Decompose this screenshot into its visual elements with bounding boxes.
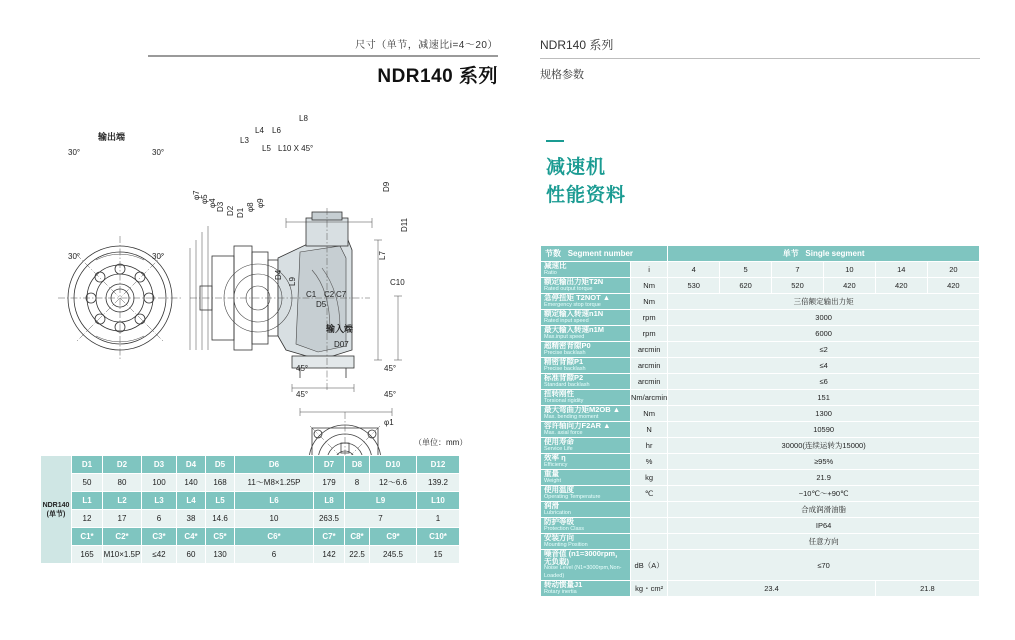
dim-v-D5: 168 [206,474,235,492]
label-C2: C2 [324,290,335,299]
table-row [541,518,980,534]
spec-unit-service-life: hr [631,438,668,454]
dim-h-D5: D5 [206,456,235,474]
spec-unit-rated-torque: Nm [631,278,668,294]
dim-h-C1: C1* [72,528,103,546]
table-row [541,262,980,278]
dim-v-L6: 10 [235,510,314,528]
table-row [541,278,980,294]
spec-torque-14: 420 [875,278,927,294]
spec-label-cn: 减速比 [544,261,567,270]
dim-v-C4: 60 [177,546,206,564]
section-label [546,140,706,210]
spec-unit-backlash-p0: arcmin [631,342,668,358]
dim-v-D1: 50 [72,474,103,492]
spec-value-max-speed: 6000 [668,326,980,342]
spec-label-cn: 噪音值 (n1=3000rpm，无负载) [544,549,623,566]
table-row [41,474,460,492]
dim-h-C6: C6* [235,528,314,546]
spec-unit-noise: dB（A） [631,550,668,581]
spec-row-label-rated-torque [541,278,631,294]
spec-label-en: Lubrication [544,509,571,516]
table-row [541,422,980,438]
spec-ratio-4: 4 [668,262,720,278]
spec-row-label-protection [541,518,631,534]
spec-ratio-14: 14 [875,262,927,278]
spec-label-en: Efficiency [544,461,568,468]
label-angle-45-a: 45° [384,364,397,373]
label-L8: L8 [299,114,308,123]
spec-label-cn: 使用温度 [544,485,574,494]
spec-label-cn: 最大输入转速n1M [544,325,604,334]
dim-v-L2: 17 [103,510,142,528]
label-angle-30-br: 30° [152,252,165,261]
dim-h-C8: C8* [345,528,370,546]
dim-v-L5: 14.6 [206,510,235,528]
spec-unit-bending-moment: Nm [631,406,668,422]
spec-label-cn: 效率 η [544,453,566,462]
label-C10: C10 [390,278,405,287]
table-row [541,374,980,390]
spec-label-cn: 超精密背隙P0 [544,341,591,350]
spec-row-label-rigidity [541,390,631,406]
dim-v-D3: 100 [142,474,177,492]
dim-h-D3: D3 [142,456,177,474]
spec-head-right-cn: 单节 [782,249,799,258]
left-header [148,36,498,88]
spec-row-label-ratio [541,262,631,278]
table-row [541,486,980,502]
spec-unit-inertia: kg・cm² [631,581,668,597]
dim-h-C2: C2* [103,528,142,546]
spec-label-cn: 转动惯量J1 [544,580,583,589]
table-row [541,326,980,342]
label-L6: L6 [272,126,281,135]
left-header-subtitle: 尺寸（单节，减速比i=4～20） [355,40,498,51]
label-phi5: φ5 [200,194,209,204]
dim-v-D8: 8 [345,474,370,492]
spec-value-rigidity: 151 [668,390,980,406]
spec-row-label-backlash-p0 [541,342,631,358]
label-C11: D11 [400,217,409,232]
label-angle-30-tl: 30° [68,148,81,157]
spec-value-efficiency: ≥95% [668,454,980,470]
table-row [41,510,460,528]
spec-label-cn: 额定输出力矩T2N [544,277,604,286]
spec-unit-weight: kg [631,470,668,486]
label-D07: D07 [334,340,349,349]
dim-model-name: NDR140 [42,501,70,509]
dim-v-C9: 245.5 [370,546,417,564]
table-row [41,456,460,474]
label-angle-45-b: 45° [384,390,397,399]
section-label-dash [546,140,564,142]
spec-unit-backlash-p2: arcmin [631,374,668,390]
table-row [541,581,980,597]
spec-torque-4: 530 [668,278,720,294]
dim-h-L9: L9 [345,492,417,510]
spec-label-en: Standard backlash [544,381,590,388]
spec-head-left-en: Segment number [567,249,634,258]
label-L10x45: L10 X 45° [278,144,314,153]
spec-label-en: Max. bending moment [544,413,599,420]
spec-label-cn: 急停扭矩 T2NOT ▲ [544,293,611,302]
label-phi1: φ1 [384,418,394,427]
spec-row-label-efficiency [541,454,631,470]
spec-label-en: Operating Temperature [544,493,601,500]
spec-row-label-backlash-p1 [541,358,631,374]
spec-label-cn: 使用寿命 [544,437,574,446]
spec-label-en: Service Life [544,445,573,452]
spec-row-label-axial-force [541,422,631,438]
table-row [41,528,460,546]
spec-row-label-backlash-p2 [541,374,631,390]
dim-v-L9: 7 [345,510,417,528]
label-angle-45-d: 45° [296,390,309,399]
dim-v-C8: 22.5 [345,546,370,564]
spec-unit-rated-speed: rpm [631,310,668,326]
table-row [541,358,980,374]
label-angle-45-c: 45° [296,364,309,373]
dim-h-L8: L8 [314,492,345,510]
dim-v-L10: 1 [417,510,460,528]
spec-label-en: Rated input speed [544,317,589,324]
table-row [541,310,980,326]
dim-model-cell [41,456,72,564]
dim-v-L3: 6 [142,510,177,528]
spec-label-en: Emergency stop torque [544,301,601,308]
spec-label-cn: 额定输入转速n1N [544,309,604,318]
dim-h-L6: L6 [235,492,314,510]
dim-model-sub: (单节) [46,510,66,518]
spec-value-rated-speed: 3000 [668,310,980,326]
spec-table [540,245,980,597]
dim-h-D4: D4 [177,456,206,474]
unit-note: （单位：mm） [414,438,468,447]
dim-h-L5: L5 [206,492,235,510]
dim-h-C4: C4* [177,528,206,546]
spec-row-label-rated-speed [541,310,631,326]
left-header-rule [148,55,498,57]
spec-label-cn: 标准背隙P2 [544,373,584,382]
spec-label-en: Protection Class [544,525,585,532]
spec-value-temperature: −10℃～+90℃ [668,486,980,502]
spec-value-protection: IP64 [668,518,980,534]
spec-label-cn: 润滑 [544,501,559,510]
spec-label-en: Ratio [544,269,557,276]
spec-torque-7: 520 [772,278,824,294]
spec-label-cn: 最大弯曲力矩M2OB ▲ [544,405,621,414]
spec-head-right [668,246,980,262]
spec-row-label-emergency-torque [541,294,631,310]
spec-unit-mounting [631,534,668,550]
label-D9: D9 [382,181,391,192]
dim-h-L4: L4 [177,492,206,510]
spec-value-backlash-p2: ≤6 [668,374,980,390]
dim-v-C5: 130 [206,546,235,564]
spec-value-bending-moment: 1300 [668,406,980,422]
spec-unit-rigidity: Nm/arcmin [631,390,668,406]
technical-drawing [0,100,520,440]
spec-value-weight: 21.9 [668,470,980,486]
dim-h-D1: D1 [72,456,103,474]
spec-unit-axial-force: N [631,422,668,438]
spec-row-label-noise [541,550,631,581]
spec-row-label-lubrication [541,502,631,518]
spec-torque-5: 620 [720,278,772,294]
spec-label-cn: 防护等级 [544,517,574,526]
section-label-line1: 减速机 [546,157,607,178]
dim-h-D6: D6 [235,456,314,474]
label-L7: L7 [378,251,387,260]
spec-unit-backlash-p1: arcmin [631,358,668,374]
label-D4: D4 [274,269,283,280]
spec-unit-lubrication [631,502,668,518]
dim-v-C7: 142 [314,546,345,564]
spec-value-service-life: 30000(连续运转为15000) [668,438,980,454]
dim-h-C7: C7* [314,528,345,546]
label-phi9: φ9 [256,198,265,208]
label-L9: L9 [288,277,297,286]
spec-row-label-weight [541,470,631,486]
dim-v-C10: 15 [417,546,460,564]
spec-torque-10: 420 [823,278,875,294]
dim-v-D12: 139.2 [417,474,460,492]
dim-v-D2: 80 [103,474,142,492]
section-label-line2: 性能资料 [546,185,627,206]
dim-v-L1: 12 [72,510,103,528]
spec-label-en: Precise backlash [544,365,586,372]
spec-label-en: Max.input speed [544,333,585,340]
dim-v-D4: 140 [177,474,206,492]
table-row [541,534,980,550]
label-L5: L5 [262,144,271,153]
spec-unit-protection [631,518,668,534]
table-row [541,342,980,358]
dim-v-L4: 38 [177,510,206,528]
spec-label-en: Precise backlash [544,349,586,356]
spec-head-left-cn: 节数 [545,249,561,258]
dim-h-D2: D2 [103,456,142,474]
table-row [541,246,980,262]
label-C7: C7 [336,290,347,299]
spec-row-label-service-life [541,438,631,454]
table-row [41,546,460,564]
spec-label-en: Rotary inertia [544,588,577,595]
table-row [541,550,980,581]
spec-unit-emergency-torque: Nm [631,294,668,310]
dim-h-L10: L10 [417,492,460,510]
spec-torque-20: 420 [927,278,979,294]
dim-h-D8: D8 [345,456,370,474]
label-phi4: φ4 [208,198,217,208]
dim-h-C3: C3* [142,528,177,546]
spec-value-noise: ≤70 [668,550,980,581]
label-L4: L4 [255,126,264,135]
label-phi7: φ7 [192,190,201,200]
table-row [541,438,980,454]
spec-value-backlash-p1: ≤4 [668,358,980,374]
spec-head-left [541,246,668,262]
label-phiD5: D5 [316,300,327,309]
right-header [540,36,980,82]
table-row [541,390,980,406]
label-angle-30-bl: 30° [68,252,81,261]
dim-h-C5: C5* [206,528,235,546]
dim-h-C10: C10* [417,528,460,546]
label-D1: D1 [236,207,245,218]
spec-row-label-mounting [541,534,631,550]
spec-label-en: Noise Level (N1=3000rpm,Non-Loaded) [544,565,622,579]
spec-label-cn: 精密背隙P1 [544,357,584,366]
label-output-end: 输出端 [98,132,126,142]
dim-v-D6: 11～M8×1.25P [235,474,314,492]
dim-v-C6: 6 [235,546,314,564]
label-D3: D3 [216,201,225,212]
spec-label-cn: 安装方向 [544,533,574,542]
dim-h-D7: D7 [314,456,345,474]
dim-h-L3: L3 [142,492,177,510]
table-row [41,492,460,510]
spec-label-en: Torsional rigidity [544,397,584,404]
dim-h-D12: D12 [417,456,460,474]
spec-unit-ratio: i [631,262,668,278]
spec-label-cn: 重量 [544,469,559,478]
label-D2: D2 [226,205,235,216]
spec-label-en: Weight [544,477,562,484]
right-header-subtitle: 规格参数 [540,69,584,81]
spec-label-cn: 扭转刚性 [544,389,574,398]
dim-v-C1: 165 [72,546,103,564]
table-row [541,294,980,310]
spec-unit-efficiency: % [631,454,668,470]
dim-v-D10: 12～6.6 [370,474,417,492]
label-C1: C1 [306,290,317,299]
table-row [541,502,980,518]
spec-value-mounting: 任意方向 [668,534,980,550]
spec-value-axial-force: 10590 [668,422,980,438]
spec-unit-temperature: ℃ [631,486,668,502]
spec-value-inertia-b: 21.8 [875,581,979,597]
spec-value-backlash-p0: ≤2 [668,342,980,358]
spec-unit-max-speed: rpm [631,326,668,342]
table-row [541,470,980,486]
spec-row-label-inertia [541,581,631,597]
spec-head-right-en: Single segment [805,249,865,258]
spec-row-label-temperature [541,486,631,502]
dim-v-C3: ≤42 [142,546,177,564]
spec-ratio-7: 7 [772,262,824,278]
spec-value-lubrication: 合成润滑油脂 [668,502,980,518]
spec-ratio-10: 10 [823,262,875,278]
dim-v-D7: 179 [314,474,345,492]
table-row [541,454,980,470]
spec-value-inertia-a: 23.4 [668,581,876,597]
label-phi8: φ8 [246,202,255,212]
spec-row-label-max-speed [541,326,631,342]
label-angle-30-tr: 30° [152,148,165,157]
spec-label-en: Mounting Position [544,541,588,548]
spec-value-emergency-torque: 三倍额定输出力矩 [668,294,980,310]
right-header-title: NDR140 系列 [540,38,614,52]
table-row [541,406,980,422]
dim-h-L2: L2 [103,492,142,510]
dim-h-L1: L1 [72,492,103,510]
spec-ratio-5: 5 [720,262,772,278]
spec-label-en: Max. axial force [544,429,583,436]
dim-h-D10: D10 [370,456,417,474]
spec-ratio-20: 20 [927,262,979,278]
dim-v-L8: 263.5 [314,510,345,528]
dim-h-C9: C9* [370,528,417,546]
dim-v-C2: M10×1.5P [103,546,142,564]
left-header-title: NDR140 系列 [377,66,498,87]
spec-row-label-bending-moment [541,406,631,422]
label-input-end: 输入端 [326,324,354,334]
spec-label-cn: 容许轴向力F2AR ▲ [544,421,611,430]
label-L3: L3 [240,136,249,145]
dimension-table [40,455,460,564]
spec-label-en: Rated output torque [544,285,593,292]
